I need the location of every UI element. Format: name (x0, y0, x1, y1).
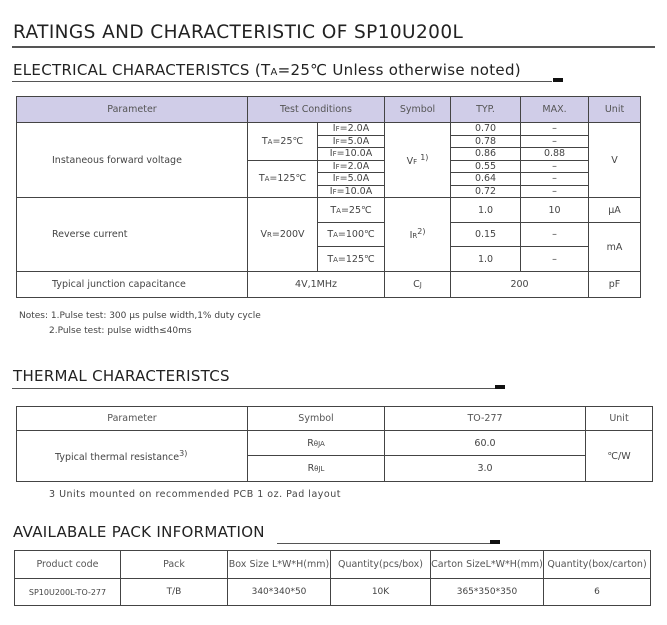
thermal-heading: THERMAL CHARACTERISTCS (13, 367, 230, 385)
page-title: RATINGS AND CHARACTERISTIC OF SP10U200L (13, 22, 464, 43)
electrical-heading: ELECTRICAL CHARACTERISTCS (TA=25℃ Unless otherwise noted) (13, 61, 521, 79)
title-underline (12, 46, 655, 48)
rthjl-value: 3.0 (385, 456, 586, 482)
vf-typ: 0.70 (451, 123, 521, 136)
header-unit: Unit (586, 407, 653, 431)
vf-typ: 0.55 (451, 160, 521, 173)
ir-max: – (521, 247, 589, 272)
note-2: 2.Pulse test: pulse width≤40ms (49, 326, 192, 336)
cj-parameter: Typical junction capacitance (17, 272, 248, 298)
electrical-notes (19, 309, 261, 339)
ir-temp: TA=25℃ (318, 198, 385, 223)
product-code: SP10U200L-TO-277 (15, 579, 121, 606)
vf-typ: 0.64 (451, 173, 521, 186)
header-pack: Pack (121, 551, 228, 579)
table-row (15, 579, 651, 606)
vf-temp-125: TA=125℃ (248, 160, 318, 198)
vf-cond: IF=5.0A (318, 135, 385, 148)
table-row (17, 272, 641, 298)
thermal-unit: ℃/W (586, 431, 653, 482)
rthja-value: 60.0 (385, 431, 586, 456)
thermal-characteristics-table (16, 406, 653, 482)
electrical-underline (12, 81, 552, 82)
vf-symbol: VF $^{1)}$ (385, 123, 451, 198)
pack-heading: AVAILABALE PACK INFORMATION (13, 523, 265, 541)
header-max: MAX. (521, 97, 589, 123)
vf-max: 0.88 (521, 148, 589, 161)
header-unit: Unit (589, 97, 641, 123)
vf-cond: IF=2.0A (318, 123, 385, 136)
vf-temp-25: TA=25℃ (248, 123, 318, 161)
pack-type: T/B (121, 579, 228, 606)
ir-max: – (521, 223, 589, 247)
heading-marker (553, 78, 563, 82)
rthja-symbol: RθJA (248, 431, 385, 456)
thermal-underline (12, 388, 496, 389)
cj-symbol: CJ (385, 272, 451, 298)
ir-typ: 1.0 (451, 247, 521, 272)
box-size: 340*340*50 (228, 579, 331, 606)
thermal-note: 3 Units mounted on recommended PCB 1 oz. Pad layout (49, 489, 341, 500)
qty-per-box: 10K (331, 579, 431, 606)
rthjl-symbol: RθJL (248, 456, 385, 482)
header-parameter: Parameter (17, 407, 248, 431)
ir-max: 10 (521, 198, 589, 223)
table-header-row (15, 551, 651, 579)
ir-temp: TA=125℃ (318, 247, 385, 272)
header-product-code: Product code (15, 551, 121, 579)
ir-temp: TA=100℃ (318, 223, 385, 247)
cj-conditions: 4V,1MHz (248, 272, 385, 298)
qty-per-carton: 6 (544, 579, 651, 606)
table-row (17, 431, 653, 456)
vf-max: – (521, 185, 589, 198)
table-header-row (17, 407, 653, 431)
table-row (17, 198, 641, 223)
note-1: Notes: 1.Pulse test: 300 μs pulse width,1% duty cycle (19, 311, 261, 321)
vf-max: – (521, 123, 589, 136)
vf-typ: 0.86 (451, 148, 521, 161)
header-package: TO-277 (385, 407, 586, 431)
vf-cond: IF=5.0A (318, 173, 385, 186)
vf-cond: IF=10.0A (318, 185, 385, 198)
heading-marker (490, 540, 500, 544)
ir-typ: 1.0 (451, 198, 521, 223)
ir-unit-ua: μA (589, 198, 641, 223)
carton-size: 365*350*350 (431, 579, 544, 606)
header-box-size: Box Size L*W*H(mm) (228, 551, 331, 579)
ir-typ: 0.15 (451, 223, 521, 247)
table-header-row (17, 97, 641, 123)
header-carton-size: Carton SizeL*W*H(mm) (431, 551, 544, 579)
vf-cond: IF=10.0A (318, 148, 385, 161)
header-symbol: Symbol (248, 407, 385, 431)
thermal-parameter: Typical thermal resistance$^{3)}$ (17, 431, 248, 482)
pack-information-table (14, 550, 651, 606)
header-qty-box: Quantity(pcs/box) (331, 551, 431, 579)
vf-max: – (521, 173, 589, 186)
vf-typ: 0.72 (451, 185, 521, 198)
header-qty-carton: Quantity(box/carton) (544, 551, 651, 579)
vf-parameter: Instaneous forward voltage (17, 123, 248, 198)
table-row (17, 123, 641, 136)
vf-unit: V (589, 123, 641, 198)
vf-cond: IF=2.0A (318, 160, 385, 173)
cj-unit: pF (589, 272, 641, 298)
vf-max: – (521, 160, 589, 173)
header-typ: TYP. (451, 97, 521, 123)
heading-marker (495, 385, 505, 389)
vf-typ: 0.78 (451, 135, 521, 148)
ir-condition: VR=200V (248, 198, 318, 272)
vf-max: – (521, 135, 589, 148)
ir-symbol: IR$^{2)}$ (385, 198, 451, 272)
cj-value: 200 (451, 272, 589, 298)
heading-condition: (TA=25℃ Unless otherwise noted) (254, 61, 521, 79)
pack-underline (277, 543, 491, 544)
header-parameter: Parameter (17, 97, 248, 123)
ir-unit-ma: mA (589, 223, 641, 272)
header-test-conditions: Test Conditions (248, 97, 385, 123)
header-symbol: Symbol (385, 97, 451, 123)
ir-parameter: Reverse current (17, 198, 248, 272)
electrical-characteristics-table (16, 96, 641, 298)
